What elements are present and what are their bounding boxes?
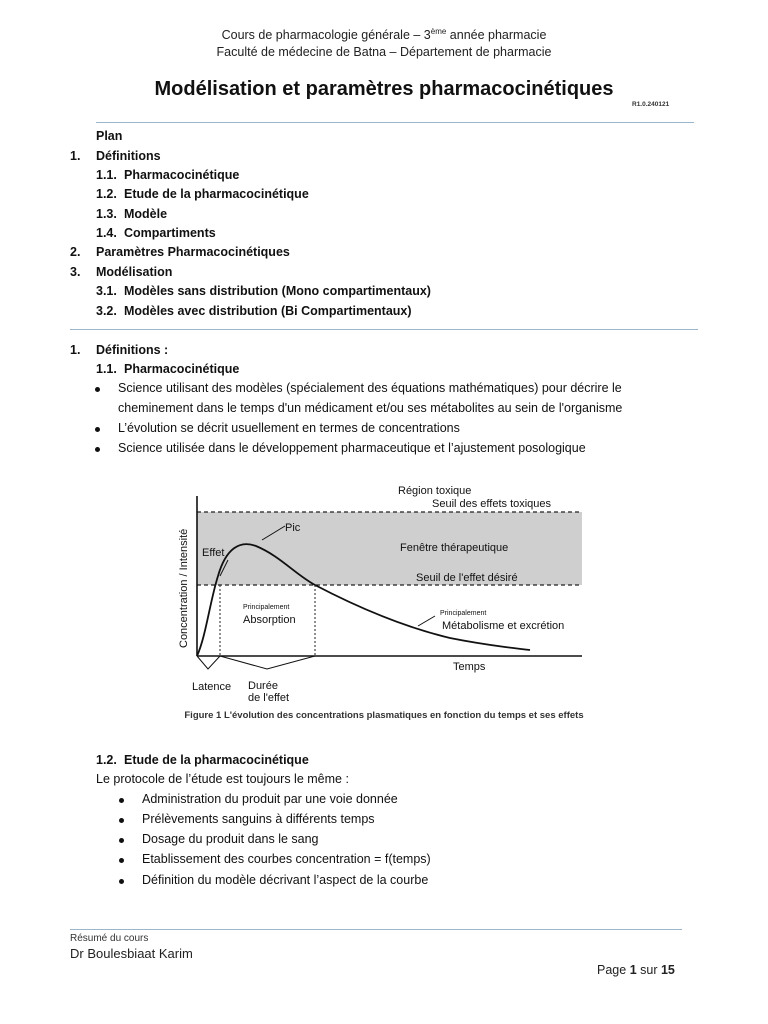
bullet-icon (119, 818, 124, 823)
region-toxique-label: Région toxique (398, 485, 472, 497)
latence-label: Latence (192, 681, 232, 693)
footer-resume: Résumé du cours (70, 933, 149, 944)
subsection-heading: 1.1. Pharmacocinétique (96, 362, 240, 376)
bullet-text: Prélèvements sanguins à différents temps (142, 812, 375, 826)
divider (70, 329, 698, 330)
bullet-icon (95, 447, 100, 452)
plan-item[interactable]: 1.1. Pharmacocinétique (96, 168, 240, 182)
bullet-icon (119, 879, 124, 884)
bullet-text: Administration du produit par une voie donnée (142, 792, 398, 806)
duree-bracket (220, 656, 315, 669)
seuil-toxique-label: Seuil des effets toxiques (432, 498, 552, 510)
bullet-icon (119, 798, 124, 803)
figure-caption: Figure 1 L'évolution des concentrations plasmatiques en fonction du temps et ses effets (184, 710, 584, 721)
absorption-small-label: Principalement (243, 604, 290, 611)
seuil-desire-label: Seuil de l'effet désiré (416, 572, 518, 584)
bullet-text: Science utilisée dans le développement pharmaceutique et l’ajustement posologique (118, 441, 586, 455)
elimination-arrow (418, 616, 435, 626)
elimination-small-label: Principalement (440, 610, 487, 617)
bullet-text: Science utilisant des modèles (spécialement des équations mathématiques) pour décrire le (118, 381, 622, 395)
y-axis-label: Concentration / Intensité (178, 528, 190, 648)
footer-divider (70, 929, 682, 930)
plan-item[interactable]: 1.2. Etude de la pharmacocinétique (96, 187, 309, 201)
plan-heading: Plan (96, 129, 123, 143)
plan-item[interactable]: 3.2. Modèles avec distribution (Bi Compartimentaux) (96, 304, 412, 318)
x-axis-label: Temps (453, 661, 486, 673)
bullet-icon (95, 427, 100, 432)
plan-item[interactable]: 2. Paramètres Pharmacocinétiques (70, 245, 290, 259)
bullet-text: L’évolution se décrit usuellement en termes de concentrations (118, 421, 460, 435)
version-code: R1.0.240121 (632, 101, 670, 108)
footer-author: Dr Boulesbiaat Karim (70, 946, 193, 961)
pk-curve-figure (170, 476, 610, 706)
duree-label-2: de l'effet (248, 692, 290, 704)
bullet-text: Définition du modèle décrivant l’aspect de la courbe (142, 873, 429, 887)
course-header-line2: Faculté de médecine de Batna – Département de pharmacie (216, 45, 552, 59)
bullet-icon (95, 387, 100, 392)
elimination-label: Métabolisme et excrétion (442, 620, 565, 632)
page-number: Page 1 sur 15 (597, 963, 675, 977)
latence-bracket (197, 656, 220, 669)
plan-item[interactable]: 1. Définitions (70, 149, 161, 163)
plan-item[interactable]: 3.1. Modèles sans distribution (Mono compartimentaux) (96, 284, 431, 298)
duree-label-1: Durée (248, 680, 278, 692)
plan-item[interactable]: 1.4. Compartiments (96, 226, 216, 240)
plan-item[interactable]: 1.3. Modèle (96, 207, 168, 221)
section-heading: 1. Définitions : (70, 343, 169, 357)
effet-label: Effet (202, 547, 225, 559)
absorption-label: Absorption (243, 614, 296, 626)
pic-label: Pic (285, 522, 301, 534)
subsection-heading: 1.2. Etude de la pharmacocinétique (96, 753, 309, 767)
page-title: Modélisation et paramètres pharmacocinétiques (154, 78, 614, 100)
bullet-text: Etablissement des courbes concentration = f(temps) (142, 852, 431, 866)
course-header-line1: Cours de pharmacologie générale – 3ème année pharmacie (221, 27, 547, 43)
plan-item[interactable]: 3. Modélisation (70, 265, 173, 279)
fenetre-label: Fenêtre thérapeutique (400, 542, 509, 554)
protocol-intro: Le protocole de l’étude est toujours le même : (96, 772, 349, 786)
bullet-text: Dosage du produit dans le sang (142, 832, 319, 846)
bullet-text-continued: cheminement dans le temps d'un médicament et/ou ses métabolites au sein de l'organisme (118, 401, 623, 415)
divider (96, 122, 694, 123)
bullet-icon (119, 858, 124, 863)
bullet-icon (119, 838, 124, 843)
therapeutic-window-band (197, 512, 582, 585)
